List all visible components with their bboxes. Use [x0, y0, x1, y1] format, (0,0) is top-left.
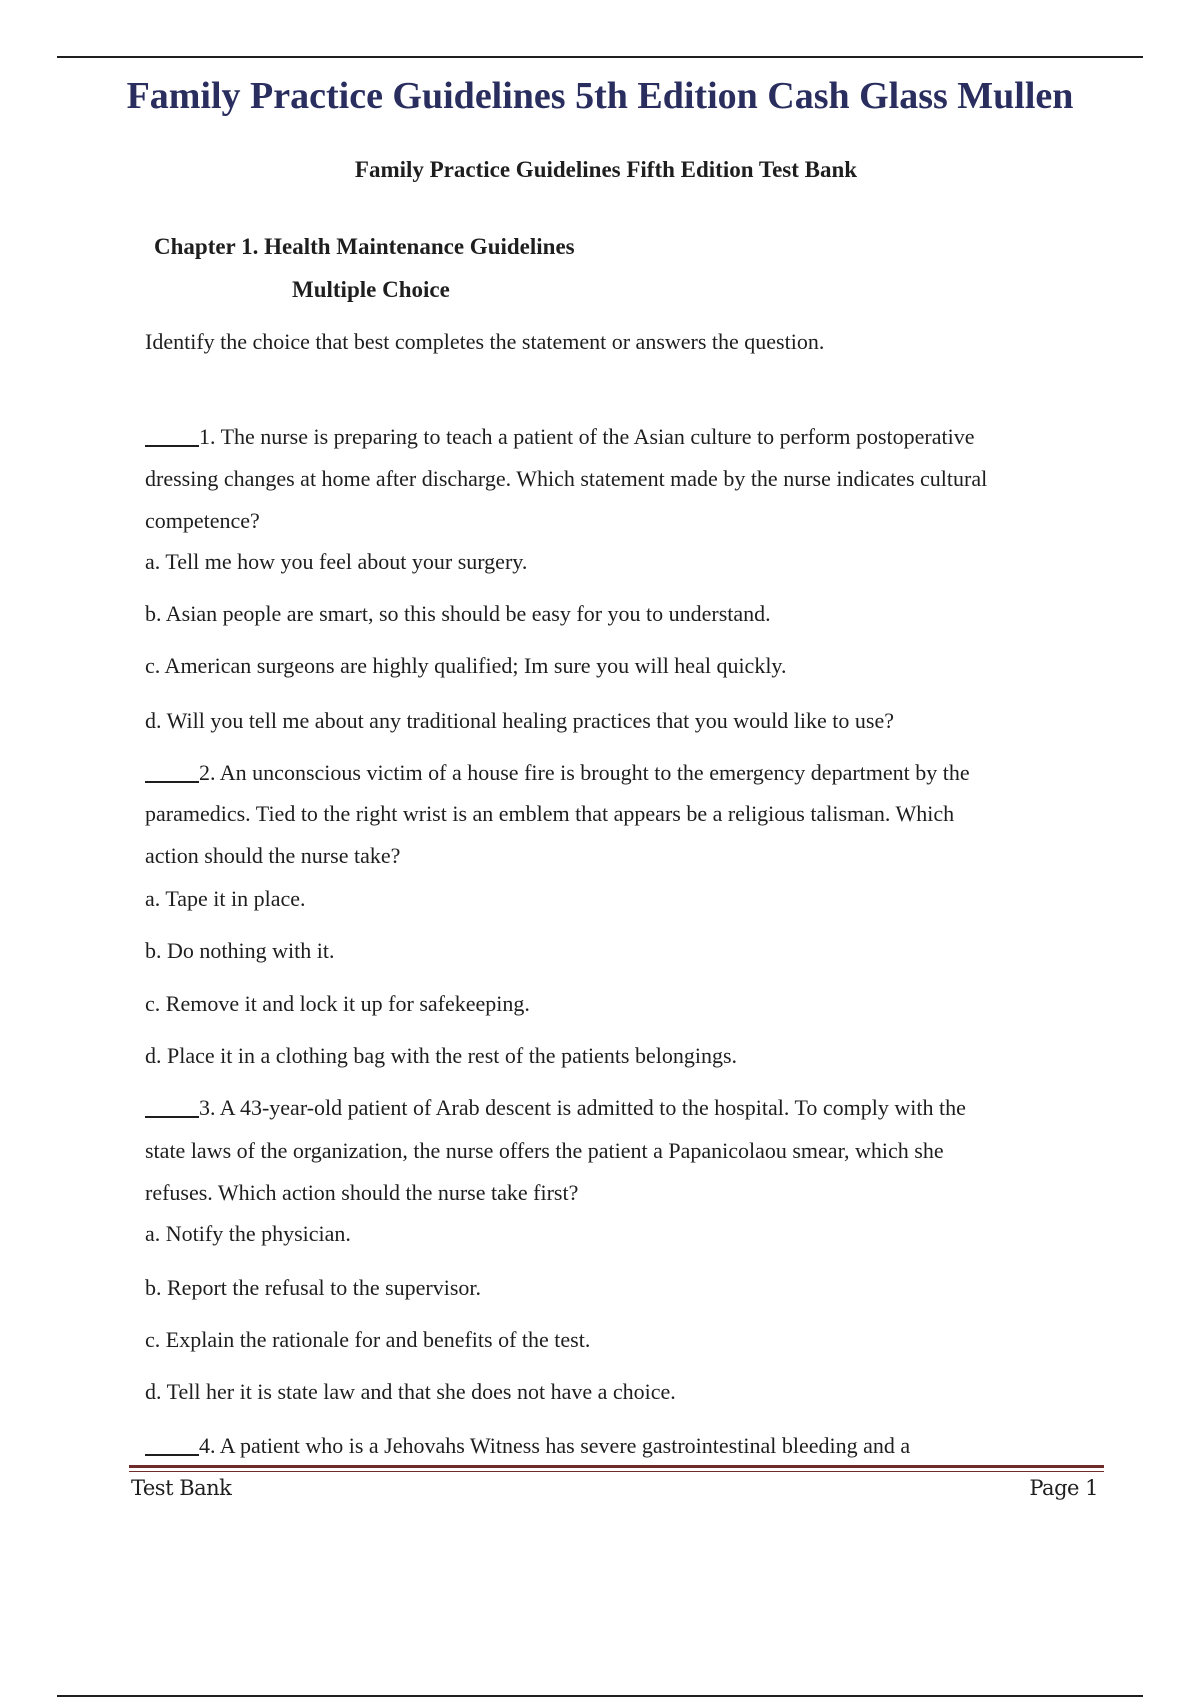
question-3-option-a: a. Notify the physician.: [145, 1221, 351, 1246]
question-1-option-b: b. Asian people are smart, so this should be easy for you to understand.: [145, 601, 771, 626]
answer-blank: [145, 1432, 199, 1456]
question-3-option-c: c. Explain the rationale for and benefits of the test.: [145, 1327, 591, 1352]
bottom-rule: [57, 1695, 1143, 1697]
footer-label: Test Bank: [131, 1476, 232, 1500]
question-3-option-d: d. Tell her it is state law and that she does not have a choice.: [145, 1379, 676, 1404]
question-3-stem-line-2: state laws of the organization, the nurse offers the patient a Papanicolaou smear, which she: [145, 1138, 944, 1163]
answer-blank: [145, 1094, 199, 1118]
question-1-stem-line-3: competence?: [145, 508, 260, 533]
section-heading: Multiple Choice: [292, 277, 450, 302]
question-1-option-c: c. American surgeons are highly qualified; Im sure you will heal quickly.: [145, 653, 787, 678]
question-2-option-d: d. Place it in a clothing bag with the rest of the patients belongings.: [145, 1043, 738, 1068]
question-2-stem-line-1: 2. An unconscious victim of a house fire is brought to the emergency department by the: [145, 758, 970, 788]
question-1-option-d: d. Will you tell me about any traditional healing practices that you would like to use?: [145, 708, 894, 733]
document-subtitle: Family Practice Guidelines Fifth Edition Test Bank: [354, 157, 858, 182]
answer-blank: [145, 759, 199, 783]
question-2-stem-line-2: paramedics. Tied to the right wrist is an emblem that appears be a religious talisman. Which: [145, 801, 955, 826]
footer-rule-thick: [129, 1465, 1104, 1468]
question-2-option-b: b. Do nothing with it.: [145, 938, 335, 963]
question-3-option-b: b. Report the refusal to the supervisor.: [145, 1275, 482, 1300]
answer-blank: [145, 423, 199, 447]
instructions-text: Identify the choice that best completes the statement or answers the question.: [145, 329, 825, 354]
question-2-option-c: c. Remove it and lock it up for safekeeping.: [145, 991, 530, 1016]
question-1-stem-line-2: dressing changes at home after discharge. Which statement made by the nurse indicates cultural: [145, 466, 988, 491]
question-1-stem-line-1: 1. The nurse is preparing to teach a patient of the Asian culture to perform postoperative: [145, 422, 974, 452]
question-2-option-a: a. Tape it in place.: [145, 886, 306, 911]
question-4-stem-line-1: 4. A patient who is a Jehovahs Witness has severe gastrointestinal bleeding and a: [145, 1431, 910, 1461]
document-title: Family Practice Guidelines 5th Edition Cash Glass Mullen: [126, 75, 1074, 117]
question-1-option-a: a. Tell me how you feel about your surgery.: [145, 549, 528, 574]
question-3-stem-line-1: 3. A 43-year-old patient of Arab descent is admitted to the hospital. To comply with the: [145, 1093, 966, 1123]
footer-rule-thin: [129, 1471, 1104, 1472]
chapter-heading: Chapter 1. Health Maintenance Guidelines: [154, 234, 575, 259]
question-2-stem-line-3: action should the nurse take?: [145, 843, 401, 868]
top-rule: [57, 56, 1143, 58]
page-number: Page 1: [1029, 1476, 1098, 1500]
question-3-stem-line-3: refuses. Which action should the nurse take first?: [145, 1180, 579, 1205]
